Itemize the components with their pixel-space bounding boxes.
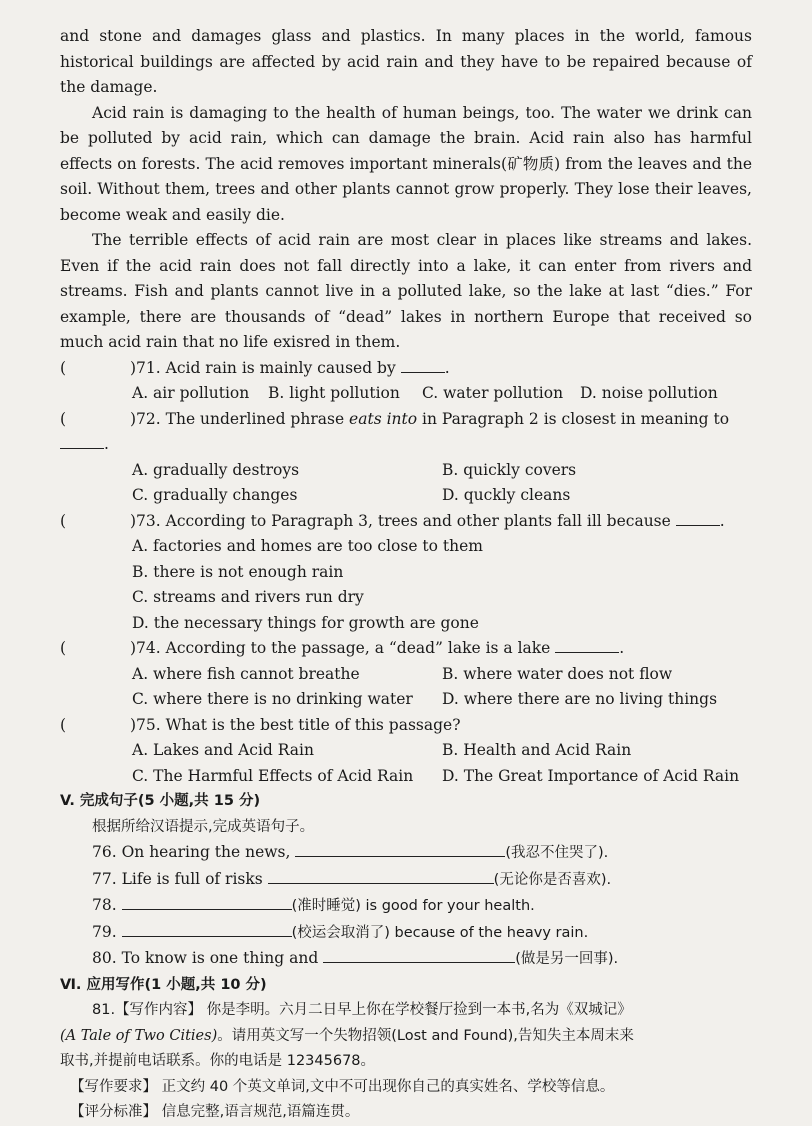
option-d[interactable]: D. The Great Importance of Acid Rain xyxy=(442,766,740,785)
question-71-options xyxy=(60,381,752,407)
question-stem: )72. The underlined phrase xyxy=(130,409,350,428)
answer-blank xyxy=(555,637,619,653)
question-stem: )73. According to Paragraph 3, trees and other plants fall ill because xyxy=(130,511,671,530)
option-a[interactable]: A. gradually destroys xyxy=(132,460,300,479)
option-c[interactable]: C. water pollution xyxy=(422,384,564,402)
answer-bracket[interactable]: ( xyxy=(60,358,67,377)
section-6-heading: Ⅵ. 应用写作(1 小题,共 10 分) xyxy=(60,976,267,993)
answer-blank[interactable] xyxy=(122,921,292,937)
option-c[interactable]: C. The Harmful Effects of Acid Rain xyxy=(132,766,414,785)
question-73: ( )73. According to Paragraph 3, trees and other plants fall ill because . xyxy=(60,509,752,535)
writing-task-line-3: 取书,并提前电话联系。你的电话是 12345678。 xyxy=(60,1053,376,1069)
option-b[interactable]: B. where water does not flow xyxy=(442,664,673,683)
answer-blank xyxy=(60,433,104,449)
sentence-76: 76. On hearing the news, (我忍不住哭了). xyxy=(92,843,609,861)
option-a[interactable]: A. factories and homes are too close to them xyxy=(132,537,483,555)
question-72: ( )72. The underlined phrase eats into in Paragraph 2 is closest in meaning to . xyxy=(60,407,752,458)
writing-task-line-2: (A Tale of Two Cities)。请用英文写一个失物招领(Lost and Found),告知失主本周末来 xyxy=(60,1027,634,1044)
question-stem: )74. According to the passage, a “dead” lake is a lake xyxy=(130,639,551,657)
question-75 xyxy=(60,713,752,739)
option-d[interactable]: D. the necessary things for growth are gone xyxy=(132,613,479,632)
passage-paragraph-0: and stone and damages glass and plastics. In many places in the world, famous historical buildings are affected by acid rain and they have to be repaired because of the damage. xyxy=(60,27,752,96)
scoring-criteria: 【评分标准】 信息完整,语言规范,语篇连贯。 xyxy=(70,1104,360,1120)
answer-blank[interactable] xyxy=(268,868,494,884)
answer-bracket[interactable]: ( xyxy=(60,511,67,530)
question-75-options-row2 xyxy=(60,764,752,790)
answer-bracket[interactable]: ( xyxy=(60,715,67,734)
option-a[interactable]: A. Lakes and Acid Rain xyxy=(132,741,314,759)
answer-blank[interactable] xyxy=(122,894,292,910)
question-74-options-row2 xyxy=(60,687,752,713)
passage-paragraph-2: The terrible effects of acid rain are most clear in places like streams and lakes. Even if the acid rain does not fall directly into a lake, it can enter from rivers and streams. Fish and plants cannot live in a polluted lake, so the lake at last “dies.” For example, there are thousands of “dead” lakes in northern Europe that received so much acid rain that no life exisred in them. xyxy=(60,231,752,351)
answer-bracket[interactable]: ( xyxy=(60,639,67,657)
question-74-options-row1 xyxy=(60,662,752,688)
sentence-79: 79. (校运会取消了) because of the heavy rain. xyxy=(92,922,589,941)
writing-task-line-1: 81.【写作内容】 你是李明。六月二日早上你在学校餐厅捡到一本书,名为《双城记》 xyxy=(92,1002,632,1018)
question-74: ( )74. According to the passage, a “dead” lake is a lake . xyxy=(60,636,752,662)
sentence-77: 77. Life is full of risks (无论你是否喜欢). xyxy=(92,869,612,888)
question-71: ( )71. Acid rain is mainly caused by . xyxy=(60,356,752,382)
option-d[interactable]: D. quckly cleans xyxy=(442,486,571,504)
option-c[interactable]: C. gradually changes xyxy=(132,486,298,504)
option-b[interactable]: B. there is not enough rain xyxy=(132,562,344,581)
option-a[interactable]: A. air pollution xyxy=(132,384,250,402)
sentence-78: 78. (准时睡觉) is good for your health. xyxy=(92,896,535,914)
option-b[interactable]: B. light pollution xyxy=(268,384,400,402)
answer-blank xyxy=(401,357,445,373)
question-75-options-row1 xyxy=(60,738,752,764)
question-stem: )71. Acid rain is mainly caused by xyxy=(130,358,396,377)
passage-paragraph-1: Acid rain is damaging to the health of human beings, too. The water we drink can be polluted by acid rain, which can damage the brain. Acid rain also has harmful effects on forests. The acid removes important minerals(矿物质) from the leaves and the soil. Without them, trees and other plants cannot grow properly. They lose their leaves, become weak and easily die. xyxy=(60,103,752,224)
option-c[interactable]: C. streams and rivers run dry xyxy=(132,588,364,606)
option-b[interactable]: B. quickly covers xyxy=(442,460,577,479)
option-d[interactable]: D. noise pollution xyxy=(580,384,718,402)
answer-blank[interactable] xyxy=(295,841,505,857)
answer-bracket[interactable]: ( xyxy=(60,409,67,428)
sentence-80: 80. To know is one thing and (做是另一回事). xyxy=(92,949,619,967)
question-stem: )75. What is the best title of this passage? xyxy=(130,715,461,734)
option-a[interactable]: A. where fish cannot breathe xyxy=(132,664,360,683)
option-c[interactable]: C. where there is no drinking water xyxy=(132,690,413,708)
option-b[interactable]: B. Health and Acid Rain xyxy=(442,741,632,759)
answer-blank xyxy=(676,510,720,526)
section-5-instruction: 根据所给汉语提示,完成英语句子。 xyxy=(92,818,315,835)
section-5-heading: V. 完成句子(5 小题,共 15 分) xyxy=(60,793,261,809)
question-72-options-row2 xyxy=(60,483,752,509)
writing-requirements: 【写作要求】 正文约 40 个英文单词,文中不可出现你自己的真实姓名、学校等信息。 xyxy=(70,1078,615,1095)
option-d[interactable]: D. where there are no living things xyxy=(442,690,718,708)
question-72-options-row1 xyxy=(60,458,752,484)
answer-blank[interactable] xyxy=(323,947,515,963)
